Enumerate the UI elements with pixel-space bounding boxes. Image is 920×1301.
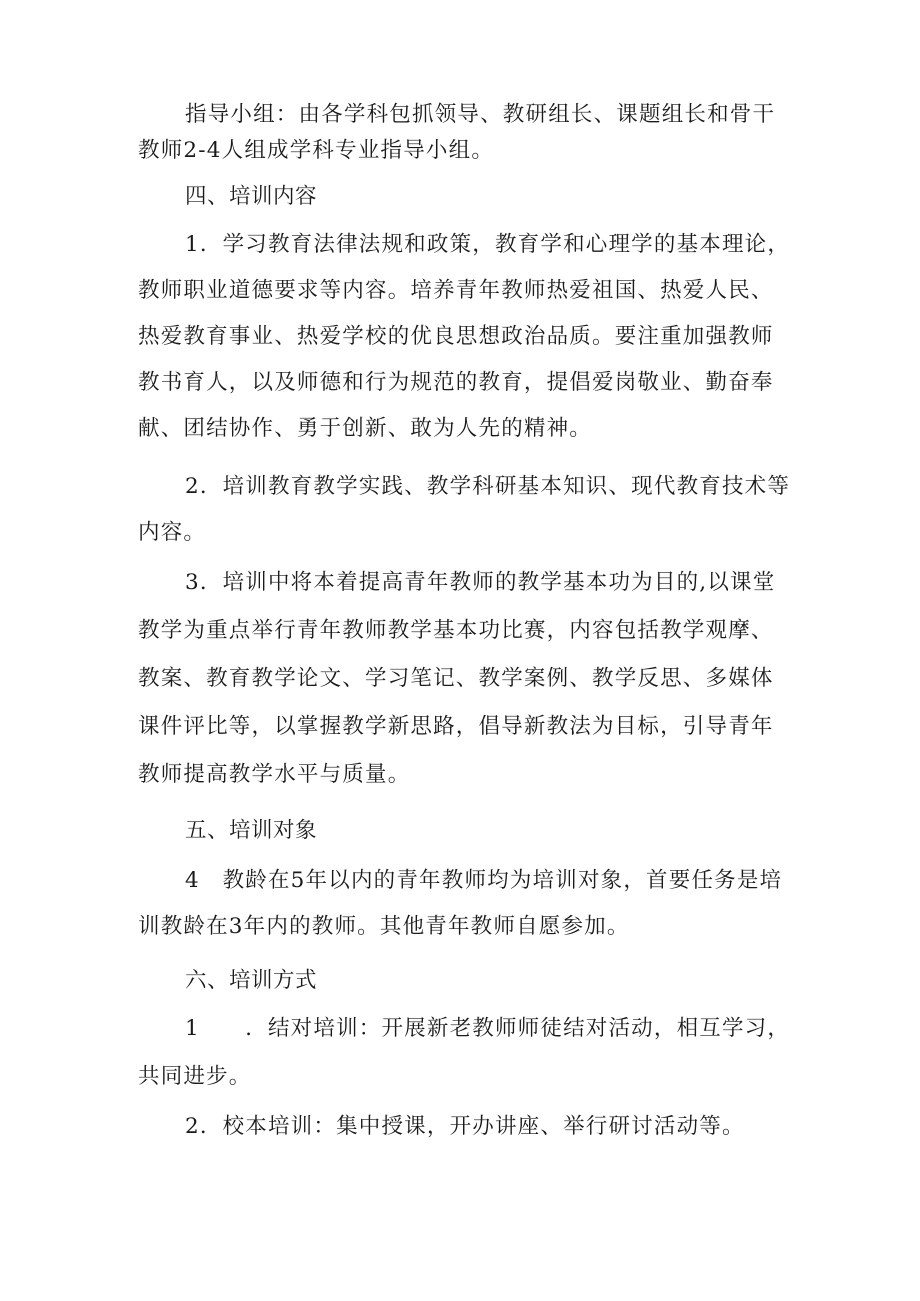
paragraph-line: 2．培训教育教学实践、教学科研基本知识、现代教育技术等	[185, 474, 791, 499]
paragraph-line: 教书育人，以及师德和行为规范的教育，提倡爱岗敬业、勤奋奉	[138, 370, 774, 395]
paragraph-line: 教师提高教学水平与质量。	[138, 762, 411, 787]
paragraph-line: 训教龄在3年内的教师。其他青年教师自愿参加。	[138, 914, 630, 939]
paragraph-line: 2．校本培训：集中授课，开办讲座、举行研讨活动等。	[185, 1114, 745, 1139]
paragraph-line: 教学为重点举行青年教师教学基本功比赛，内容包括教学观摩、	[138, 618, 774, 643]
section-heading: 六、培训方式	[185, 968, 318, 993]
paragraph-line: 1 ．结对培训：开展新老教师师徒结对活动，相互学习，	[185, 1016, 791, 1041]
paragraph-line: 4 教龄在5年以内的青年教师均为培训对象，首要任务是培	[185, 868, 783, 893]
paragraph-line: 3．培训中将本着提高青年教师的教学基本功为目的,以课堂	[185, 570, 776, 595]
paragraph-line: 热爱教育事业、热爱学校的优良思想政治品质。要注重加强教师	[138, 324, 774, 349]
paragraph-line: 内容。	[138, 520, 207, 545]
paragraph-line: 课件评比等，以掌握教学新思路，倡导新教法为目标，引导青年	[138, 714, 774, 739]
paragraph-line: 1．学习教育法律法规和政策，教育学和心理学的基本理论，	[185, 232, 791, 257]
paragraph-line: 教师2-4人组成学科专业指导小组。	[138, 138, 495, 163]
section-heading: 五、培训对象	[185, 818, 318, 843]
paragraph-line: 指导小组：由各学科包抓领导、教研组长、课题组长和骨干	[185, 102, 776, 127]
paragraph-line: 教师职业道德要求等内容。培养青年教师热爱祖国、热爱人民、	[138, 278, 774, 303]
paragraph-line: 共同进步。	[138, 1064, 252, 1089]
paragraph-line: 献、团结协作、勇于创新、敢为人先的精神。	[138, 416, 593, 441]
section-heading: 四、培训内容	[185, 184, 318, 209]
paragraph-line: 教案、教育教学论文、学习笔记、教学案例、教学反思、多媒体	[138, 666, 774, 691]
